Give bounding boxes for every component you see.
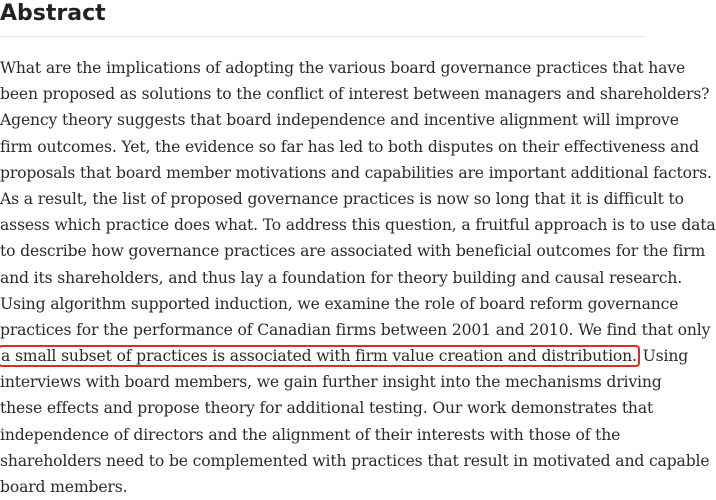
heading-divider bbox=[0, 36, 644, 37]
abstract-line: these effects and propose theory for additional testing. Our work demonstrates that bbox=[0, 399, 654, 418]
abstract-line: What are the implications of adopting the various board governance practices that have bbox=[0, 59, 686, 77]
abstract-line: been proposed as solutions to the conflict of interest between managers and shareholders? bbox=[0, 85, 710, 104]
abstract-body bbox=[0, 55, 716, 500]
abstract-line: to describe how governance practices are associated with beneficial outcomes for the firm bbox=[0, 242, 706, 261]
abstract-line: As a result, the list of proposed governance practices is now so long that it is difficult to bbox=[0, 189, 684, 208]
abstract-line: assess which practice does what. To address this question, a fruitful approach is to use data bbox=[0, 216, 716, 235]
abstract-line: and its shareholders, and thus lay a foundation for theory building and causal research. bbox=[0, 268, 683, 287]
highlighted-line-rest: Using bbox=[637, 347, 689, 366]
abstract-line: Using algorithm supported induction, we examine the role of board reform governance bbox=[0, 294, 679, 313]
abstract-line: shareholders need to be complemented with practices that result in motivated and capable bbox=[0, 451, 710, 470]
abstract-line: interviews with board members, we gain further insight into the mechanisms driving bbox=[0, 373, 662, 392]
abstract-line: board members. bbox=[0, 478, 128, 496]
abstract-line-highlighted bbox=[0, 343, 689, 369]
section-heading: Abstract bbox=[0, 1, 106, 26]
abstract-line: firm outcomes. Yet, the evidence so far has led to both disputes on their effectiveness and bbox=[0, 137, 699, 156]
abstract-line: Agency theory suggests that board independence and incentive alignment will improve bbox=[0, 111, 679, 130]
abstract-line: practices for the performance of Canadian firms between 2001 and 2010. We find that only bbox=[0, 320, 711, 339]
abstract-line: proposals that board member motivations and capabilities are important additional factors. bbox=[0, 163, 712, 182]
highlighted-sentence: a small subset of practices is associated with firm value creation and distribution. bbox=[1, 347, 637, 366]
abstract-line: independence of directors and the alignment of their interests with those of the bbox=[0, 425, 621, 444]
